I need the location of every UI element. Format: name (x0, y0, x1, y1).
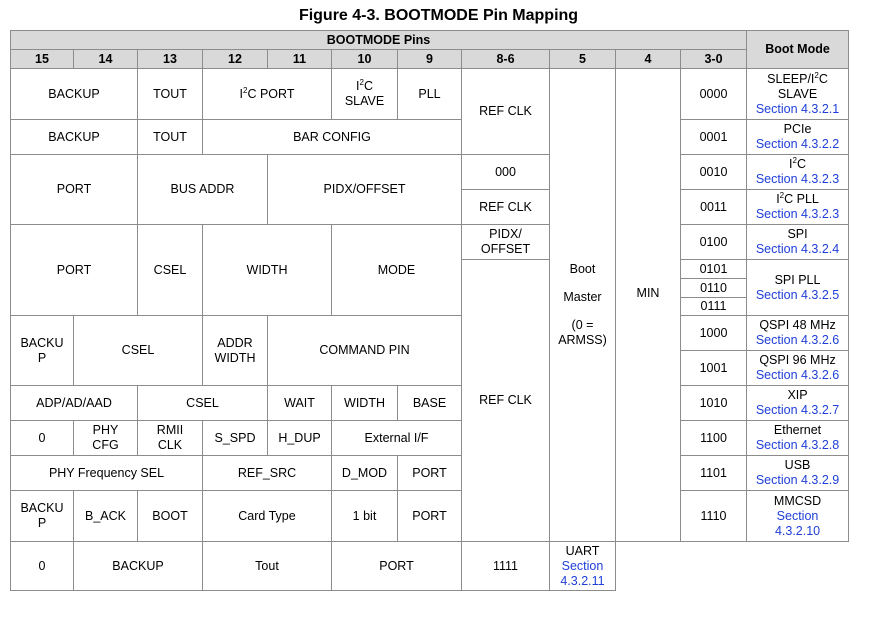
pin-header: 4 (616, 50, 681, 69)
code-cell: 0001 (681, 120, 747, 155)
cell: WIDTH (203, 225, 332, 316)
section-link[interactable]: Section 4.3.2.1 (755, 101, 840, 116)
mode-cell (747, 69, 849, 120)
section-link[interactable]: Section (776, 508, 819, 523)
code-cell: 0101 (681, 260, 747, 279)
cell-text: P (37, 350, 47, 365)
boot-text: Boot (569, 262, 596, 276)
min-text: MIN (636, 285, 660, 300)
cell: PORT (398, 456, 462, 491)
cell (138, 421, 203, 456)
code-cell: 0111 (681, 298, 747, 316)
cell: BACKUP (11, 120, 138, 155)
cell: 1 bit (332, 491, 398, 542)
cell: CSEL (74, 316, 203, 386)
code-cell: 0000 (681, 69, 747, 120)
mode-sup: 2 (779, 190, 785, 200)
mode-cell (747, 316, 849, 351)
cell: 0 (11, 421, 74, 456)
cell (11, 491, 74, 542)
code-cell: 1111 (462, 542, 550, 591)
boot-text: ARMSS) (558, 333, 607, 347)
code-cell: 1010 (681, 386, 747, 421)
mode-cell (747, 351, 849, 386)
code-cell: 1101 (681, 456, 747, 491)
mode-text: SLAVE (777, 86, 818, 101)
cell (332, 69, 398, 120)
cell (462, 225, 550, 260)
code-cell: 1100 (681, 421, 747, 456)
cell (203, 316, 268, 386)
boot-text: (0 = (571, 318, 594, 332)
cell: 000 (462, 155, 550, 190)
mode-cell (550, 542, 616, 591)
mode-text: SPI PLL (774, 272, 821, 287)
pin-header: 9 (398, 50, 462, 69)
section-link[interactable]: Section 4.3.2.4 (755, 242, 840, 256)
mode-text: QSPI 96 MHz (759, 353, 836, 367)
code-cell: 0011 (681, 190, 747, 225)
cell-sup: 2 (243, 85, 248, 95)
pin-header: 3-0 (681, 50, 747, 69)
section-link[interactable]: Section 4.3.2.8 (755, 438, 840, 452)
figure-title: Figure 4-3. BOOTMODE Pin Mapping (298, 7, 579, 24)
bootmode-table (10, 30, 849, 591)
pin-header: 11 (268, 50, 332, 69)
mode-cell (747, 421, 849, 456)
min-cell (616, 69, 681, 542)
mode-text: SPI (787, 227, 808, 241)
section-link[interactable]: Section 4.3.2.9 (755, 473, 840, 487)
mode-text: Ethernet (773, 423, 822, 437)
cell-text: PHY (92, 423, 119, 437)
cell: PORT (332, 542, 462, 591)
refclk-bottom-cell: REF CLK (462, 260, 550, 542)
cell-text: C PORT (247, 86, 295, 101)
code-cell: 1000 (681, 316, 747, 351)
cell: REF_SRC (203, 456, 332, 491)
code-cell: 0010 (681, 155, 747, 190)
cell: BASE (398, 386, 462, 421)
cell (74, 421, 138, 456)
section-link[interactable]: 4.3.2.10 (774, 523, 821, 538)
cell: H_DUP (268, 421, 332, 456)
cell: External I/F (332, 421, 462, 456)
pin-header: 8-6 (462, 50, 550, 69)
cell: BACKUP (74, 542, 203, 591)
boot-mode-header: Boot Mode (747, 31, 849, 69)
mode-sup: 2 (792, 155, 797, 165)
section-link[interactable]: Section 4.3.2.2 (755, 137, 840, 151)
cell: PHY Frequency SEL (11, 456, 203, 491)
mode-cell (747, 456, 849, 491)
pin-header: 12 (203, 50, 268, 69)
section-link[interactable]: Section 4.3.2.7 (755, 403, 840, 417)
cell-text: I (356, 79, 360, 93)
cell: S_SPD (203, 421, 268, 456)
cell (203, 69, 332, 120)
mode-text: PCIe (783, 122, 812, 136)
mode-text: I (789, 157, 793, 171)
cell: CSEL (138, 225, 203, 316)
cell-text: ADDR (217, 335, 253, 350)
code-cell: 1110 (681, 491, 747, 542)
cell-text: P (37, 516, 47, 530)
cell: CSEL (138, 386, 268, 421)
cell: 0 (11, 542, 74, 591)
mode-text: MMCSD (773, 493, 822, 508)
cell-text: WIDTH (214, 350, 256, 365)
mode-cell (747, 155, 849, 190)
section-link[interactable]: Section (561, 558, 604, 573)
cell: PLL (398, 69, 462, 120)
mode-cell (747, 386, 849, 421)
cell-sup: 2 (359, 77, 364, 87)
cell: MODE (332, 225, 462, 316)
cell-text: BACKU (20, 335, 64, 350)
cell: COMMAND PIN (268, 316, 462, 386)
pin-header: 13 (138, 50, 203, 69)
mode-text: I (776, 192, 780, 206)
mode-sup: 2 (814, 70, 819, 80)
cell: PIDX/OFFSET (268, 155, 462, 225)
cell-text: I (239, 86, 244, 101)
pin-header: 15 (11, 50, 74, 69)
mode-cell (747, 190, 849, 225)
section-link[interactable]: Section 4.3.2.5 (755, 287, 840, 302)
cell: TOUT (138, 120, 203, 155)
cell: BOOT (138, 491, 203, 542)
cell: Card Type (203, 491, 332, 542)
code-cell: 0100 (681, 225, 747, 260)
mode-cell (747, 120, 849, 155)
cell: BUS ADDR (138, 155, 268, 225)
cell: PORT (11, 225, 138, 316)
mode-text: QSPI 48 MHz (759, 318, 836, 332)
cell: PORT (11, 155, 138, 225)
cell: PORT (398, 491, 462, 542)
mode-text: C (796, 157, 807, 171)
section-link[interactable]: Section 4.3.2.6 (755, 333, 840, 347)
section-link[interactable]: 4.3.2.11 (560, 573, 605, 588)
cell-text: CLK (157, 438, 183, 452)
pin-header: 5 (550, 50, 616, 69)
cell-text: SLAVE (344, 94, 385, 108)
cell: BACKUP (11, 69, 138, 120)
mode-cell (747, 225, 849, 260)
cell: D_MOD (332, 456, 398, 491)
pin-header: 10 (332, 50, 398, 69)
mode-cell (747, 260, 849, 316)
cell: Tout (203, 542, 332, 591)
cell: BAR CONFIG (203, 120, 462, 155)
cell: REF CLK (462, 190, 550, 225)
cell-text: C (363, 79, 373, 93)
mode-text: C (818, 71, 828, 86)
boot-master-cell (550, 69, 616, 542)
cell: WIDTH (332, 386, 398, 421)
boot-text: Master (563, 290, 602, 304)
cell (11, 316, 74, 386)
pin-header: 14 (74, 50, 138, 69)
cell: WAIT (268, 386, 332, 421)
section-link[interactable]: Section 4.3.2.3 (755, 207, 840, 221)
section-link[interactable]: Section 4.3.2.6 (755, 368, 840, 382)
cell-text: RMII (156, 423, 184, 437)
bootmode-pins-header: BOOTMODE Pins (11, 31, 747, 50)
code-cell: 1001 (681, 351, 747, 386)
mode-text: XIP (787, 388, 808, 402)
code-cell: 0110 (681, 279, 747, 298)
mode-text: USB (784, 458, 811, 472)
cell-text: OFFSET (480, 242, 531, 256)
cell-text: PIDX/ (489, 227, 522, 241)
cell: B_ACK (74, 491, 138, 542)
mode-text: UART (565, 543, 600, 558)
cell: TOUT (138, 69, 203, 120)
mode-text: SLEEP/I (767, 71, 815, 86)
section-link[interactable]: Section 4.3.2.3 (755, 172, 840, 186)
cell-text: BACKU (20, 501, 64, 515)
refclk-top-cell: REF CLK (462, 69, 550, 155)
mode-text: C PLL (784, 192, 819, 206)
mode-cell (747, 491, 849, 542)
cell: ADP/AD/AAD (11, 386, 138, 421)
cell-text: CFG (92, 438, 119, 452)
